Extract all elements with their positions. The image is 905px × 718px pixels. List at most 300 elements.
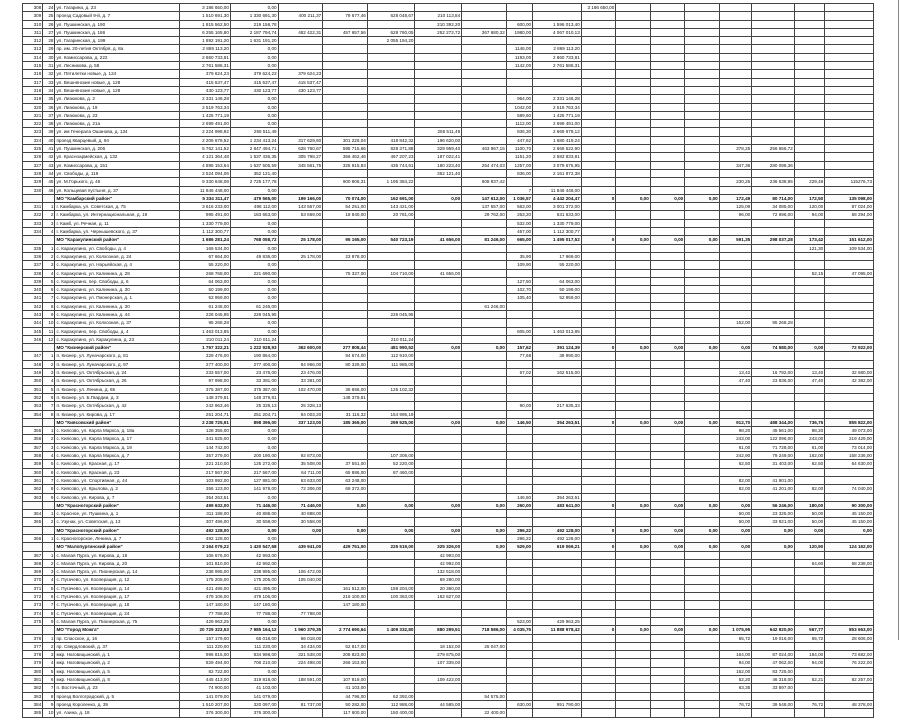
value-cell: 72 696,00 [752,211,795,219]
value-cell [719,584,751,592]
sub-number-cell: 4 [43,576,55,584]
value-cell: 0,00 [685,418,719,426]
value-cell: 94,00 [794,659,824,667]
value-cell [719,286,751,294]
value-cell: 117 600,00 [323,709,368,717]
value-cell: 102,70 [506,286,532,294]
value-cell: 325 915,83 [323,161,368,169]
value-cell [650,385,684,393]
sub-number-cell: 4 [43,452,55,460]
value-cell: 172,50 [794,194,824,202]
value-cell: 50,00 [794,510,824,518]
value-cell: 32 680,00 [825,369,874,377]
value-cell: 320 097,00 [230,700,278,708]
value-cell [719,252,751,260]
value-cell: 22 400,00 [462,709,507,717]
value-cell: 256 656,72 [752,145,795,153]
value-cell [719,559,751,567]
value-cell: 317 629,60 [278,136,323,144]
value-cell: 356 462,46 [323,153,368,161]
address-cell: с. Киясово, ул. Кирова, д. 7 [55,493,180,501]
table-row [23,393,874,401]
value-cell: 421 495,00 [230,584,278,592]
value-cell [533,692,582,700]
value-cell [323,244,368,252]
value-cell [650,78,684,86]
address-cell: п. Кизнер, ул. Кирова, д. 17 [55,410,180,418]
value-cell [650,28,684,36]
value-cell [616,327,650,335]
sub-number-cell: 26 [43,20,55,28]
value-cell: 768 058,72 [230,236,278,244]
value-cell [794,609,824,617]
value-cell: 0,00 [685,236,719,244]
value-cell [533,377,582,385]
value-cell [650,261,684,269]
value-cell [506,676,532,684]
value-cell [506,393,532,401]
value-cell [616,244,650,252]
value-cell [650,476,684,484]
row-number-cell: 365 [23,518,43,526]
value-cell: 0,00 [230,62,278,70]
value-cell [462,617,507,625]
row-number-cell: 360 [23,468,43,476]
value-cell [616,219,650,227]
value-cell [616,252,650,260]
value-cell: 836,30 [506,128,532,136]
value-cell [794,37,824,45]
value-cell: 200 190,00 [230,452,278,460]
value-cell [462,510,507,518]
value-cell: 115276,73 [825,178,874,186]
value-cell [367,427,415,435]
row-number-cell: 324 [23,136,43,144]
value-cell: 46 318,00 [752,676,795,684]
value-cell: 298 037,28 [752,236,795,244]
value-cell: 0,00 [685,543,719,551]
value-cell: 0,00 [650,526,684,534]
value-cell: 1 510 691,30 [180,12,231,20]
value-cell: 84 966,00 [278,360,323,368]
value-cell [794,335,824,343]
value-cell: 18 840,00 [323,211,368,219]
value-cell: 217 567,00 [230,468,278,476]
row-number-cell: 369 [23,568,43,576]
row-number-cell: 349 [23,369,43,377]
value-cell [415,252,462,260]
value-cell [825,684,874,692]
value-cell: 2 699 491,00 [533,120,582,128]
value-cell [462,352,507,360]
sub-number-cell: 4 [43,377,55,385]
value-cell [825,593,874,601]
value-cell [719,601,751,609]
value-cell [616,684,650,692]
value-cell [752,535,795,543]
row-number-cell: 344 [23,319,43,327]
value-cell [752,45,795,53]
value-cell [462,252,507,260]
value-cell [752,136,795,144]
value-cell [685,584,719,592]
value-cell [367,667,415,675]
value-cell: 233 557,00 [180,369,231,377]
value-cell [278,335,323,343]
value-cell: 79 677,46 [323,12,368,20]
row-number-cell: 311 [23,28,43,36]
value-cell [650,335,684,343]
value-cell [462,37,507,45]
value-cell: 0,00 [650,344,684,352]
value-cell: 0,00 [650,501,684,509]
value-cell [616,28,650,36]
value-cell: 141 079,00 [180,692,231,700]
table-row [23,601,874,609]
value-cell: 98,20 [719,427,751,435]
value-cell [367,244,415,252]
value-cell [367,535,415,543]
value-cell: 71 446,00 [278,501,323,509]
address-cell: ул. Вешнянские новые, д. 128 [55,78,180,86]
value-cell [323,103,368,111]
value-cell: 224 498,00 [278,659,323,667]
value-cell: 379 624,23 [278,70,323,78]
value-cell: 64 063,00 [533,277,582,285]
value-cell: 1 234 413,24 [230,136,278,144]
value-cell [415,186,462,194]
value-cell: 540 723,19 [367,236,415,244]
table-row [23,45,874,53]
value-cell: 28 606,00 [825,634,874,642]
value-cell: 467 207,23 [367,153,415,161]
sub-number-cell: 8 [43,485,55,493]
sub-number-cell: 45 [43,178,55,186]
value-cell: 23 325,00 [752,510,795,518]
value-cell: 0,00 [230,4,278,12]
value-cell [462,452,507,460]
value-cell [794,78,824,86]
value-cell: 375 387,00 [180,385,231,393]
sub-number-cell: 38 [43,120,55,128]
value-cell: 9 330 648,08 [180,178,231,186]
value-cell [685,485,719,493]
value-cell [323,369,368,377]
value-cell [825,45,874,53]
address-cell: с. Каракулино, ул. Нарьяйская, д. 4 [55,261,180,269]
value-cell [719,4,751,12]
value-cell [533,518,582,526]
address-cell: с. Каракулино, ул. Калинина, д. 30 [55,286,180,294]
value-cell [650,37,684,45]
value-cell: 321 538,00 [278,651,323,659]
value-cell [685,551,719,559]
value-cell [367,261,415,269]
value-cell [794,493,824,501]
value-cell: 98,20 [794,427,824,435]
value-cell [685,277,719,285]
value-cell [367,609,415,617]
value-cell [752,335,795,343]
value-cell [616,136,650,144]
value-cell [581,111,615,119]
value-cell: 11 846 448,00 [180,186,231,194]
value-cell: 159 204,00 [367,584,415,592]
value-cell [462,667,507,675]
value-cell [367,617,415,625]
value-cell [581,252,615,260]
value-cell [650,153,684,161]
value-cell [462,377,507,385]
address-cell: с. Каракулино, ул. Свободы, д. 4 [55,244,180,252]
value-cell [462,136,507,144]
value-cell [752,62,795,70]
value-cell [415,435,462,443]
value-cell: 2 331 146,28 [180,95,231,103]
value-cell [415,335,462,343]
value-cell [616,634,650,642]
row-number-cell: 343 [23,310,43,318]
address-cell: ул. Гагаринская, д. 199 [55,37,180,45]
value-cell [581,617,615,625]
value-cell [685,684,719,692]
value-cell [616,593,650,601]
value-cell: 0,00 [685,344,719,352]
sub-number-cell: 3 [43,443,55,451]
value-cell [581,327,615,335]
value-cell [533,468,582,476]
value-cell [650,493,684,501]
value-cell [794,476,824,484]
value-cell [462,684,507,692]
value-cell [278,601,323,609]
value-cell [278,4,323,12]
value-cell [415,4,462,12]
value-cell: 50,00 [794,518,824,526]
value-cell [278,559,323,567]
value-cell: 210 392,20 [415,20,462,28]
value-cell [581,435,615,443]
value-cell [462,584,507,592]
value-cell: 631 633,00 [533,211,582,219]
value-cell: 0,00 [825,526,874,534]
value-cell [616,269,650,277]
table-row [23,584,874,592]
value-cell [719,642,751,650]
value-cell [616,277,650,285]
value-cell: 5 762 141,52 [180,145,231,153]
value-cell: 0,00 [719,543,751,551]
value-cell [719,269,751,277]
value-cell [462,128,507,136]
value-cell: 630,00 [506,700,532,708]
spreadsheet [22,3,874,716]
value-cell [650,709,684,717]
value-cell [415,485,462,493]
value-cell [278,111,323,119]
value-cell [462,45,507,53]
value-cell [825,642,874,650]
value-cell: 219 156,78 [230,20,278,28]
value-cell: 70 074,00 [323,194,368,202]
value-cell: 0,00 [462,543,507,551]
value-cell [415,277,462,285]
value-cell [825,286,874,294]
value-cell: 42 993,00 [415,551,462,559]
value-cell: 208 823,00 [323,651,368,659]
value-cell [685,20,719,28]
value-cell [719,385,751,393]
value-cell [719,20,751,28]
value-cell [415,352,462,360]
table-row [23,70,874,78]
table-row [23,402,874,410]
value-cell [752,128,795,136]
value-cell [533,476,582,484]
value-cell [462,443,507,451]
value-cell: 1 631 191,20 [230,37,278,45]
row-number-cell: 379 [23,659,43,667]
value-cell [278,302,323,310]
value-cell [323,286,368,294]
value-cell [323,319,368,327]
value-cell: 1 596 013,40 [533,20,582,28]
address-cell: г. Камбарка, ул. Советская, д. 75 [55,203,180,211]
value-cell: 296,22 [506,535,532,543]
value-cell [533,452,582,460]
value-cell [650,145,684,153]
value-cell: 0,00 [650,418,684,426]
row-number-cell: 366 [23,535,43,543]
value-cell [323,45,368,53]
value-cell [752,53,795,61]
value-cell: 141 079,00 [230,692,278,700]
row-number-cell: 380 [23,667,43,675]
value-cell: 1 510 207,00 [180,700,231,708]
value-cell: 2 055 194,20 [367,37,415,45]
table-row [23,576,874,584]
value-cell: 853 663,00 [825,626,874,634]
value-cell [616,700,650,708]
value-cell [685,377,719,385]
value-cell [278,37,323,45]
value-cell: 87 024,00 [825,203,874,211]
value-cell [323,609,368,617]
value-cell [278,352,323,360]
value-cell [650,634,684,642]
address-cell: ул. Кольцевая пустыня, д. 37 [55,186,180,194]
value-cell [581,103,615,111]
value-cell [506,460,532,468]
row-number-cell: 362 [23,485,43,493]
value-cell: 482 422,31 [278,28,323,36]
value-cell: 367 680,32 [462,28,507,36]
value-cell [462,12,507,20]
value-cell [650,377,684,385]
value-cell [367,518,415,526]
value-cell [794,286,824,294]
table-row [23,452,874,460]
value-cell [794,642,824,650]
value-cell: 41 656,00 [415,269,462,277]
value-cell: 69 372,00 [323,485,368,493]
value-cell [415,634,462,642]
sub-number-cell: 24 [43,4,55,12]
value-cell: 13,40 [794,369,824,377]
sub-number-cell: 28 [43,37,55,45]
value-cell: 101 810,00 [180,559,231,567]
value-cell [685,510,719,518]
value-cell: 81 246,00 [462,236,507,244]
table-row [23,617,874,625]
value-cell [462,634,507,642]
value-cell: 447,62 [506,136,532,144]
value-cell [323,568,368,576]
value-cell [462,335,507,343]
value-cell [685,667,719,675]
value-cell [278,219,323,227]
value-cell: 0,00 [230,319,278,327]
value-cell: 430 123,77 [278,86,323,94]
row-number-cell: 339 [23,277,43,285]
value-cell [616,435,650,443]
row-number-cell: 312 [23,37,43,45]
value-cell [752,12,795,20]
value-cell: 479 565,00 [230,194,278,202]
value-cell [462,277,507,285]
value-cell [581,709,615,717]
value-cell [533,642,582,650]
address-cell: МО "Кизнерский район" [55,344,180,352]
value-cell [685,203,719,211]
value-cell [825,319,874,327]
value-cell [685,145,719,153]
value-cell [685,559,719,567]
value-cell [581,20,615,28]
value-cell: 0,00 [650,626,684,634]
value-cell [415,452,462,460]
value-cell: 430 123,77 [230,86,278,94]
value-cell [616,485,650,493]
value-cell: 31 116,32 [323,410,368,418]
value-cell [719,709,751,717]
sub-number-cell [43,236,55,244]
value-cell [794,45,824,53]
value-cell [581,70,615,78]
value-cell [616,153,650,161]
sub-number-cell: 30 [43,53,55,61]
value-cell [415,443,462,451]
value-cell [616,651,650,659]
row-number-cell: 319 [23,95,43,103]
value-cell [462,518,507,526]
address-cell: ул. Гагарина, д. 23 [55,4,180,12]
row-number-cell: 325 [23,145,43,153]
value-cell [752,617,795,625]
value-cell [719,103,751,111]
value-cell [415,402,462,410]
value-cell: 47,40 [719,377,751,385]
table-row [23,493,874,501]
value-cell [415,385,462,393]
value-cell: 41 901,00 [752,476,795,484]
value-cell [650,435,684,443]
value-cell [650,601,684,609]
value-cell [506,559,532,567]
value-cell: 150 400,00 [367,709,415,717]
value-cell: 0,00 [323,501,368,509]
row-number-cell: 313 [23,45,43,53]
